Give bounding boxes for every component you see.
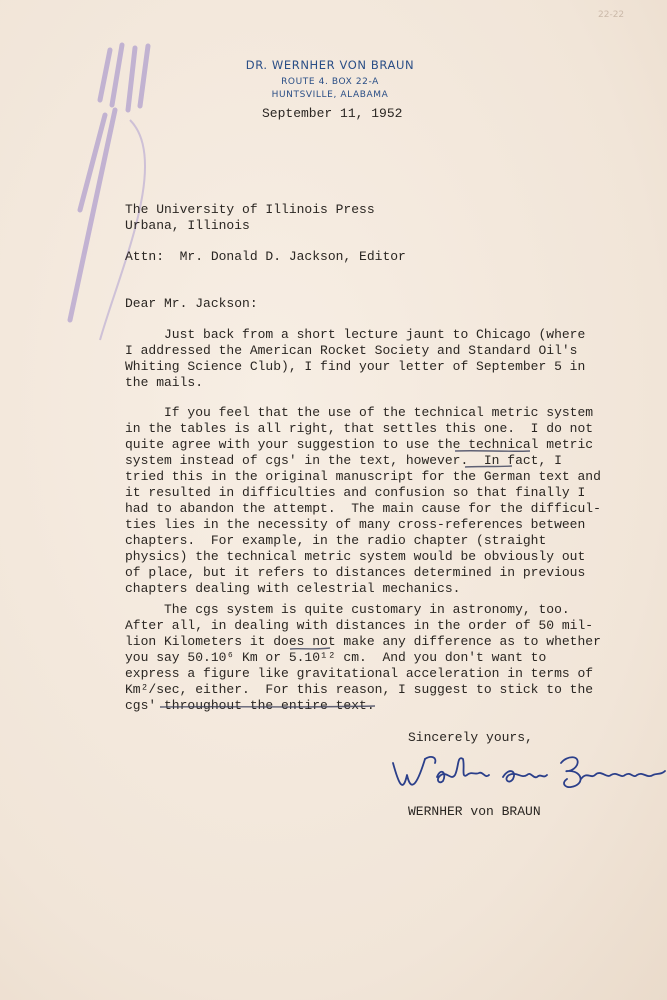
text-line: lion Kilometers it does not make any difference as to whether: [125, 634, 601, 649]
letterhead-address-line1: ROUTE 4. BOX 22-A: [281, 77, 379, 87]
text-line: it resulted in difficulties and confusion so that finally I: [125, 485, 586, 500]
signer-name: WERNHER von BRAUN: [408, 804, 541, 819]
letterhead-address-line2: HUNTSVILLE, ALABAMA: [271, 90, 389, 100]
text-line: system instead of cgs' in the text, however. In fact, I: [125, 453, 562, 468]
handwritten-underlines: [120, 420, 540, 720]
text-line: Whiting Science Club), I find your letter of September 5 in: [125, 359, 586, 374]
text-line: of place, but it refers to distances determined in previous: [125, 565, 586, 580]
attention-line: Attn: Mr. Donald D. Jackson, Editor: [125, 249, 406, 264]
handwritten-signature: [385, 745, 667, 805]
text-line: you say 50.10⁶ Km or 5.10¹² cm. And you don't want to: [125, 650, 547, 665]
text-line: chapters. For example, in the radio chapter (straight: [125, 533, 547, 548]
text-line: The cgs system is quite customary in astronomy, too.: [125, 602, 570, 617]
text-line: Km²/sec, either. For this reason, I suggest to stick to the: [125, 682, 594, 697]
purple-ink-marks: [60, 40, 260, 360]
text-line: After all, in dealing with distances in the order of 50 mil-: [125, 618, 594, 633]
letter-date: September 11, 1952: [262, 106, 403, 121]
signature-text: Wernher von Braun: [385, 803, 395, 804]
corner-pencil-note: 22-22: [598, 10, 625, 20]
salutation: Dear Mr. Jackson:: [125, 296, 258, 311]
text-line: physics) the technical metric system would be obviously out: [125, 549, 586, 564]
text-line: cgs' throughout the entire text.: [125, 698, 375, 713]
text-line: chapters dealing with celestrial mechanics.: [125, 581, 461, 596]
letterhead-name: DR. WERNHER VON BRAUN: [245, 58, 415, 72]
text-line: If you feel that the use of the technical metric system: [125, 405, 594, 420]
text-line: in the tables is all right, that settles this one. I do not: [125, 421, 594, 436]
text-line: quite agree with your suggestion to use the technical metric: [125, 437, 594, 452]
paragraph-1: [125, 327, 585, 391]
recipient-line2: Urbana, Illinois: [125, 218, 250, 233]
text-line: the mails.: [125, 375, 204, 390]
recipient-line1: The University of Illinois Press: [125, 202, 375, 217]
text-line: express a figure like gravitational acceleration in terms of: [125, 666, 594, 681]
text-line: tried this in the original manuscript for the German text and: [125, 469, 601, 484]
text-line: had to abandon the attempt. The main cause for the difficul-: [125, 501, 601, 516]
closing: Sincerely yours,: [408, 730, 533, 745]
text-line: I addressed the American Rocket Society and Standard Oil's: [125, 343, 578, 358]
text-line: ties lies in the necessity of many cross-references between: [125, 517, 586, 532]
text-line: Just back from a short lecture jaunt to Chicago (where: [125, 327, 586, 342]
